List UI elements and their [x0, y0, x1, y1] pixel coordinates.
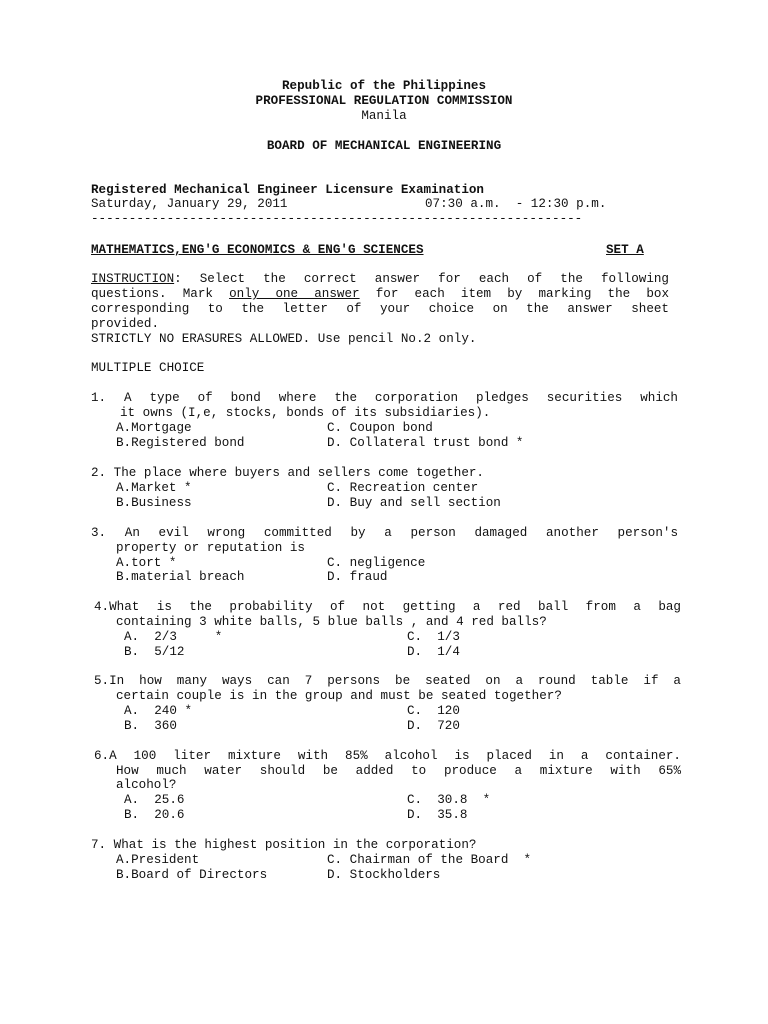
- question-7: 7. What is the highest position in the corporation?: [91, 838, 477, 852]
- q3-choice-a: A.tort *: [116, 556, 177, 570]
- q3-choice-d: D. fraud: [327, 570, 388, 584]
- instruction-line-1: INSTRUCTION: Select the correct answer for each of the following: [91, 272, 669, 286]
- section-title: MULTIPLE CHOICE: [91, 361, 205, 375]
- instruction-line-4: provided.: [91, 317, 160, 331]
- header-republic: Republic of the Philippines: [281, 79, 487, 93]
- question-1-cont: it owns (I,e, stocks, bonds of its subsidiaries).: [120, 406, 491, 420]
- q7-choice-c: C. Chairman of the Board *: [327, 853, 532, 867]
- question-4: 4.What is the probability of not getting a red ball from a bag: [94, 600, 681, 614]
- question-1: 1. A type of bond where the corporation pledges securities which: [91, 391, 678, 405]
- exam-date: Saturday, January 29, 2011: [91, 197, 288, 211]
- question-4-cont: containing 3 white balls, 5 blue balls , and 4 red balls?: [116, 615, 547, 629]
- q4-choice-a: A. 2/3 *: [124, 630, 223, 644]
- question-2: 2. The place where buyers and sellers come together.: [91, 466, 484, 480]
- q3-choice-c: C. negligence: [327, 556, 426, 570]
- q7-choice-a: A.President: [116, 853, 200, 867]
- question-5-cont: certain couple is in the group and must be seated together?: [116, 689, 562, 703]
- header-commission: PROFESSIONAL REGULATION COMMISSION: [255, 94, 513, 108]
- q7-choice-d: D. Stockholders: [327, 868, 441, 882]
- q2-choice-d: D. Buy and sell section: [327, 496, 501, 510]
- q1-choice-b: B.Registered bond: [116, 436, 245, 450]
- exam-time: 07:30 a.m. - 12:30 p.m.: [425, 197, 607, 211]
- q2-choice-a: A.Market *: [116, 481, 192, 495]
- q4-choice-d: D. 1/4: [407, 645, 460, 659]
- question-3: 3. An evil wrong committed by a person damaged another person's: [91, 526, 678, 540]
- q5-choice-c: C. 120: [407, 704, 460, 718]
- instruction-line-3: corresponding to the letter of your choice on the answer sheet: [91, 302, 669, 316]
- q5-choice-b: B. 360: [124, 719, 177, 733]
- q5-choice-d: D. 720: [407, 719, 460, 733]
- divider-line: -----------------------------------------------------------------: [91, 212, 583, 226]
- question-6-cont-2: alcohol?: [116, 778, 177, 792]
- q1-choice-c: C. Coupon bond: [327, 421, 433, 435]
- instruction-line-5: STRICTLY NO ERASURES ALLOWED. Use pencil No.2 only.: [91, 332, 477, 346]
- q6-choice-a: A. 25.6: [124, 793, 185, 807]
- question-3-cont: property or reputation is: [116, 541, 305, 555]
- header-board: BOARD OF MECHANICAL ENGINEERING: [266, 139, 502, 153]
- q2-choice-b: B.Business: [116, 496, 192, 510]
- exam-title: Registered Mechanical Engineer Licensure Examination: [91, 183, 484, 197]
- q3-choice-b: B.material breach: [116, 570, 245, 584]
- q1-choice-a: A.Mortgage: [116, 421, 192, 435]
- q6-choice-b: B. 20.6: [124, 808, 185, 822]
- only-one-answer-emphasis: only one answer: [229, 287, 360, 301]
- q6-choice-c: C. 30.8 *: [407, 793, 491, 807]
- q7-choice-b: B.Board of Directors: [116, 868, 268, 882]
- q4-choice-b: B. 5/12: [124, 645, 185, 659]
- q5-choice-a: A. 240 *: [124, 704, 193, 718]
- q2-choice-c: C. Recreation center: [327, 481, 479, 495]
- question-6: 6.A 100 liter mixture with 85% alcohol is placed in a container.: [94, 749, 681, 763]
- question-6-cont: How much water should be added to produce a mixture with 65%: [116, 764, 681, 778]
- subject-title: MATHEMATICS,ENG'G ECONOMICS & ENG'G SCIENCES: [91, 243, 424, 257]
- q1-choice-d: D. Collateral trust bond *: [327, 436, 524, 450]
- header-city: Manila: [361, 109, 407, 123]
- q4-choice-c: C. 1/3: [407, 630, 460, 644]
- instruction-line-2: questions. Mark only one answer for each item by marking the box: [91, 287, 669, 301]
- instruction-label: INSTRUCTION: [91, 272, 175, 286]
- question-5: 5.In how many ways can 7 persons be seated on a round table if a: [94, 674, 681, 688]
- q6-choice-d: D. 35.8: [407, 808, 468, 822]
- set-label: SET A: [606, 243, 644, 257]
